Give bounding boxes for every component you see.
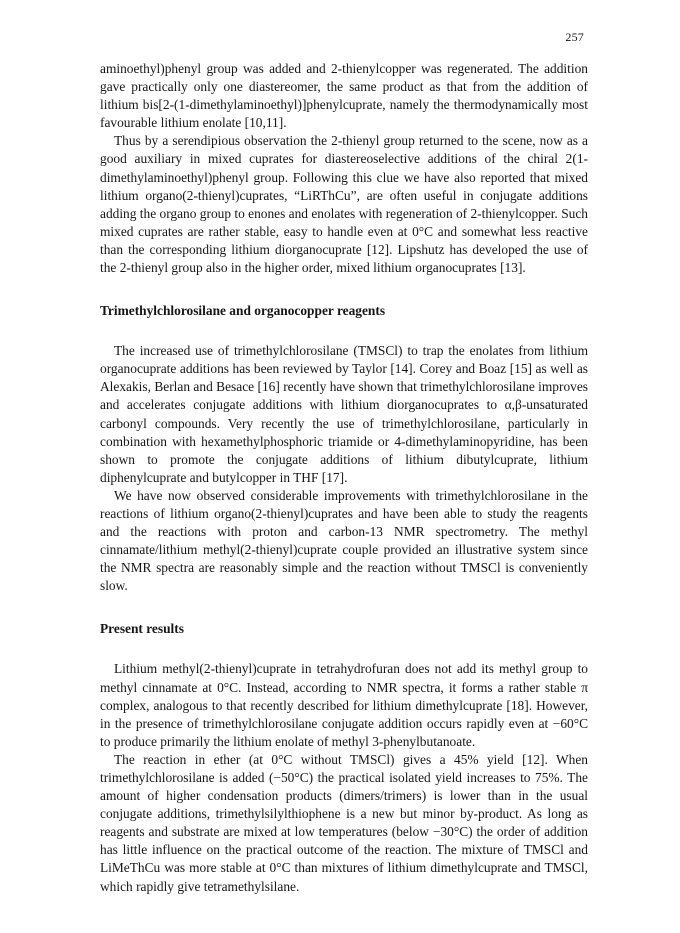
paragraph: We have now observed considerable improvements with trimethylchlorosilane in the reactions of lithium organo(2-thienyl)cuprates and have been able to study the reagents and the reactions with proton and carbon-13 NMR spectrometry. The methyl cinnamate/lithium methyl(2-thienyl)cuprate couple provided an illustrative system since the NMR spectra are reasonably simple and the reaction without TMSCl is conveniently slow. (100, 487, 588, 594)
section-heading-present-results: Present results (100, 621, 184, 637)
paragraph-continued: aminoethyl)phenyl group was added and 2-thienylcopper was regenerated. The addition gave practically only one diastereomer, the same product as that from the addition of lithium bis[2-(1-dimethylaminoethyl)]phenylcuprate, namely the thermodynamically most favourable lithium enolate [10,11]. (100, 61, 588, 131)
paragraph: The reaction in ether (at 0°C without TMSCl) gives a 45% yield [12]. When trimethylchlorosilane is added (−50°C) the practical isolated yield increases to 75%. The amount of higher condensation products (dimers/trimers) is lower than in the usual conjugate additions, trimethylsilylthiophene is a new but minor by-product. As long as reagents and substrate are mixed at low temperatures (below −30°C) the order of addition has little influence on the practical outcome of the reaction. The mixture of TMSCl and LiMeThCu was more stable at 0°C than mixtures of lithium dimethylcuprate and TMSCl, which rapidly give tetramethylsilane. (100, 751, 588, 894)
body-text (100, 60, 588, 896)
page-number: 257 (565, 30, 584, 44)
section-heading-trimethylchlorosilane: Trimethylchlorosilane and organocopper reagents (100, 303, 386, 319)
paragraph: Lithium methyl(2-thienyl)cuprate in tetrahydrofuran does not add its methyl group to methyl cinnamate at 0°C. Instead, according to NMR spectra, it forms a rather stable π complex, analogous to that recently described for lithium dimethylcuprate [18]. However, in the presence of trimethylchlorosilane conjugate addition occurs rapidly even at −60°C to produce primarily the lithium enolate of methyl 3-phenylbutanoate. (100, 661, 588, 749)
paragraph: Thus by a serendipious observation the 2-thienyl group returned to the scene, now as a good auxiliary in mixed cuprates for diastereoselective additions of the chiral 2(1-dimethylaminoethyl)phenyl group. Following this clue we have also reported that mixed lithium organo(2-thienyl)cuprates, “LiRThCu”, are often useful in conjugate additions adding the organo group to enones and enolates with regeneration of 2-thienylcopper. Such mixed cuprates are rather stable, easy to handle even at 0°C and somewhat less reactive than the corresponding lithium diorganocuprate [12]. Lipshutz has developed the use of the 2-thienyl group also in the higher order, mixed lithium organocuprates [13]. (100, 133, 589, 276)
paragraph: The increased use of trimethylchlorosilane (TMSCl) to trap the enolates from lithium organocuprate additions has been reviewed by Taylor [14]. Corey and Boaz [15] as well as Alexakis, Berlan and Besace [16] recently have shown that trimethylchlorosilane improves and accelerates conjugate additions with lithium diorganocuprates to α,β-unsaturated carbonyl compounds. Very recently the use of trimethylchlorosilane, particularly in combination with hexamethylphosphoric triamide or 4-dimethylaminopyridine, has been shown to promote the conjugate additions of lithium dibutylcuprate, lithium diphenylcuprate and butylcopper in THF [17]. (100, 343, 588, 485)
